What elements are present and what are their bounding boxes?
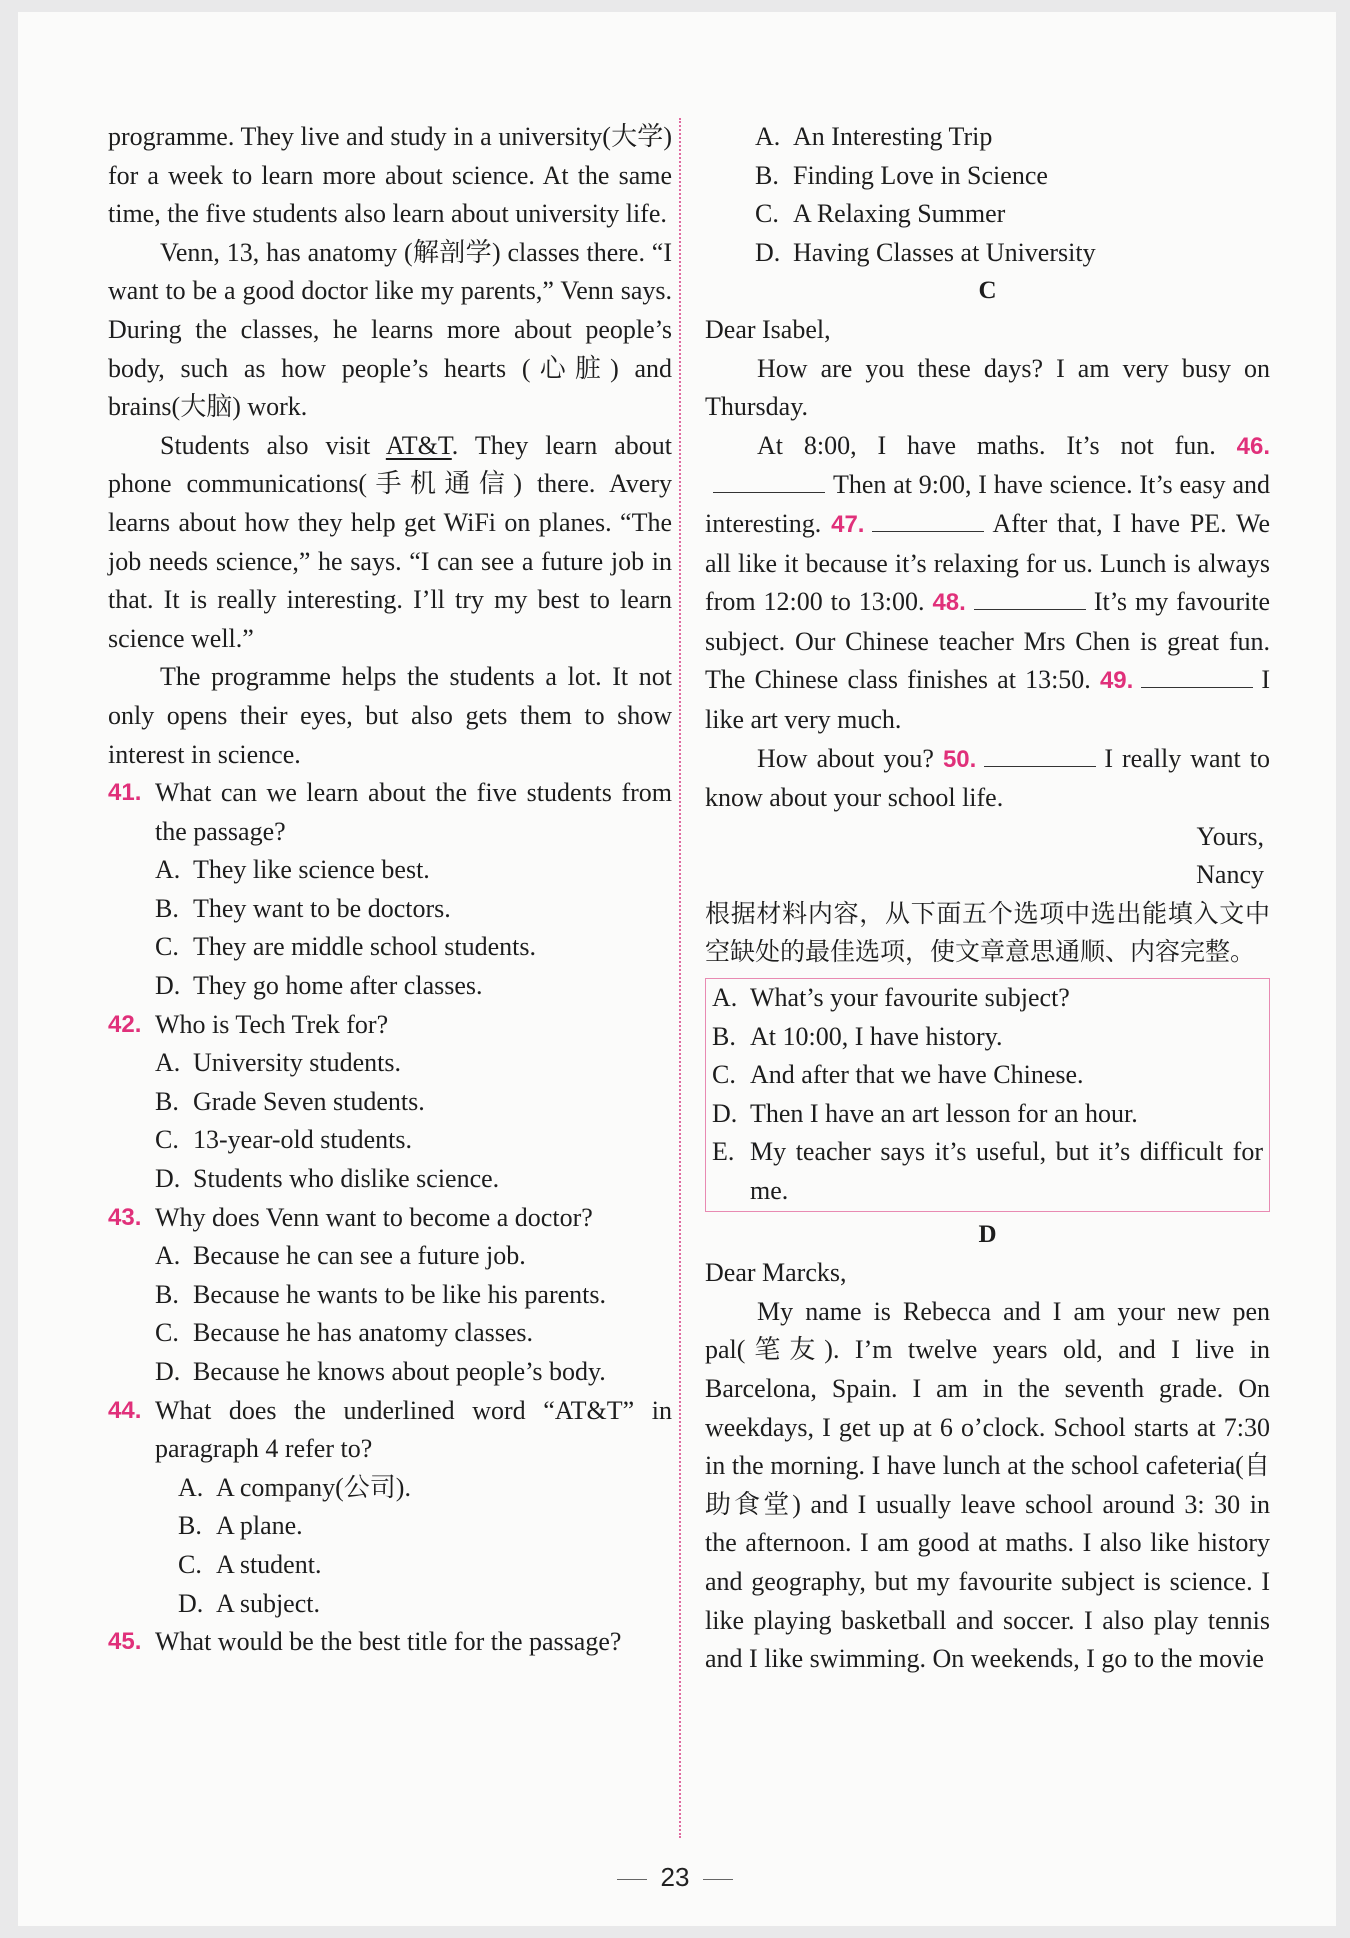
section-heading: C bbox=[978, 277, 997, 305]
column-divider bbox=[679, 118, 681, 1838]
option: A. They like science best. bbox=[155, 855, 430, 885]
letter-paragraph: How are you these days? I am very busy on Thursday. bbox=[705, 353, 1270, 422]
passage-paragraph: Students also visit AT&T. They learn about phone communications(手机通信) there. Avery learns about how they help get WiFi on planes. “The job needs science,” he says. “I can see a future job in that. It is really interesting. I’ll try my best to learn science well.” bbox=[108, 430, 672, 653]
dash-left bbox=[617, 1879, 647, 1880]
instruction-text: 根据材料内容，从下面五个选项中选出能填入文中空缺处的最佳选项，使文章意思通顺、内容完整。 bbox=[705, 898, 1270, 967]
letter-greeting: Dear Marcks, bbox=[705, 1258, 847, 1288]
answer-blank[interactable] bbox=[984, 740, 1096, 767]
box-option: A. What’s your favourite subject? bbox=[712, 983, 1070, 1013]
option: D. A subject. bbox=[178, 1588, 320, 1618]
box-option: C. And after that we have Chinese. bbox=[712, 1060, 1084, 1090]
option: B. Finding Love in Science bbox=[755, 160, 1048, 190]
option: B. Because he wants to be like his parents. bbox=[155, 1279, 606, 1309]
page-number: 23 bbox=[0, 1862, 1350, 1893]
option: A. An Interesting Trip bbox=[755, 122, 993, 151]
letter-paragraph: At 8:00, I have maths. It’s not fun. 46.Then at 9:00, I have science. It’s easy and interesting. 47. After that, I have PE. We all like it because it’s relaxing for us. Lunch is always from 12:00 to 13:00. 48. It’s my favourite subject. Our Chinese teacher Mrs Chen is great fun. The Chinese class finishes at 13:50. 49. I like art very much. bbox=[705, 430, 1271, 734]
option: D. Having Classes at University bbox=[755, 237, 1096, 267]
right-column bbox=[705, 118, 1270, 1679]
box-option: B. At 10:00, I have history. bbox=[712, 1021, 1003, 1051]
option: D. Students who dislike science. bbox=[155, 1164, 500, 1194]
letter-closing: Yours, bbox=[1196, 821, 1264, 851]
answer-blank[interactable] bbox=[1141, 661, 1253, 688]
question-45: 45. What would be the best title for the passage? bbox=[108, 1627, 622, 1657]
option: C. A student. bbox=[178, 1549, 322, 1579]
letter-signature: Nancy bbox=[1196, 860, 1264, 890]
blank-number: 48. bbox=[932, 589, 966, 617]
blank-number: 47. bbox=[831, 510, 865, 538]
question-42: 42. Who is Tech Trek for? bbox=[108, 1009, 389, 1039]
option: B. Grade Seven students. bbox=[155, 1086, 425, 1116]
question-43: 43. Why does Venn want to become a doctor? bbox=[108, 1202, 593, 1232]
option: C. Because he has anatomy classes. bbox=[155, 1318, 534, 1348]
option: B. A plane. bbox=[178, 1511, 303, 1541]
blank-number: 49. bbox=[1099, 667, 1134, 695]
question-41: 41. What can we learn about the five students from the passage? bbox=[108, 778, 672, 846]
options-box bbox=[705, 978, 1270, 1212]
dash-right bbox=[703, 1879, 733, 1880]
option: A. A company(公司). bbox=[178, 1472, 411, 1502]
option: D. Because he knows about people’s body. bbox=[155, 1357, 606, 1386]
passage-paragraph: programme. They live and study in a university(大学) for a week to learn more about science. At the same time, the five students also learn about university life. bbox=[108, 122, 672, 229]
left-column bbox=[108, 118, 672, 1662]
option: A. Because he can see a future job. bbox=[155, 1241, 526, 1271]
letter-greeting: Dear Isabel, bbox=[705, 314, 831, 344]
passage-paragraph: The programme helps the students a lot. It not only opens their eyes, but also gets them to show interest in science. bbox=[108, 662, 672, 769]
answer-blank[interactable] bbox=[974, 583, 1086, 610]
passage-paragraph: Venn, 13, has anatomy (解剖学) classes there. “I want to be a good doctor like my parents,” Venn says. During the classes, he learns more about people’s body, such as how people’s hearts (心脏) and brains(大脑) work. bbox=[108, 237, 672, 422]
section-heading: D bbox=[978, 1220, 997, 1248]
blank-number: 46. bbox=[1236, 432, 1270, 460]
option: B. They want to be doctors. bbox=[155, 893, 451, 923]
letter-paragraph: How about you? 50. I really want to know about your school life. bbox=[705, 740, 1270, 818]
blank-number: 50. bbox=[942, 745, 977, 773]
answer-blank[interactable] bbox=[713, 466, 825, 493]
option: A. University students. bbox=[155, 1048, 401, 1078]
question-44: 44. What does the underlined word “AT&T” in paragraph 4 refer to? bbox=[108, 1395, 672, 1464]
answer-blank[interactable] bbox=[872, 505, 984, 532]
box-option: E. My teacher says it’s useful, but it’s difficult for me. bbox=[712, 1137, 1263, 1206]
box-option: D. Then I have an art lesson for an hour. bbox=[712, 1098, 1138, 1128]
option: D. They go home after classes. bbox=[155, 971, 483, 1001]
option: C. A Relaxing Summer bbox=[755, 199, 1006, 229]
underlined-word: AT&T bbox=[385, 430, 452, 460]
option: C. They are middle school students. bbox=[155, 932, 536, 962]
option: C. 13-year-old students. bbox=[155, 1125, 412, 1155]
letter-paragraph: My name is Rebecca and I am your new pen pal(笔友). I’m twelve years old, and I live in Barcelona, Spain. I am in the seventh grade. On weekdays, I get up at 6 o’clock. School starts at 7:30 in the morning. I have lunch at the school cafeteria(自助食堂) and I usually leave school around 3: 30 in the afternoon. I am good at maths. I also like history and geography, but my favourite subject is science. I like playing basketball and soccer. I also play tennis and I like swimming. On weekends, I go to the movie bbox=[705, 1296, 1270, 1674]
